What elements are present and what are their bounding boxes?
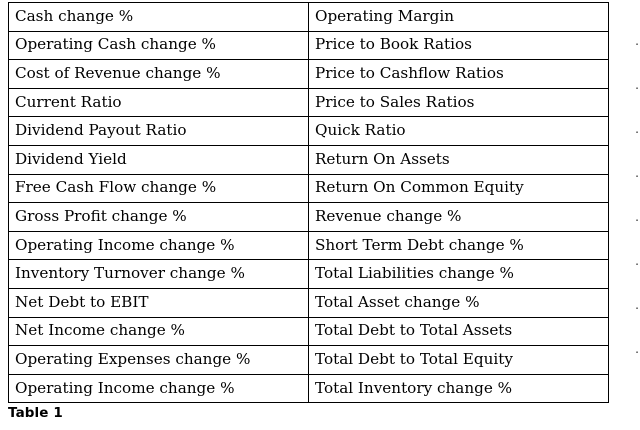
edge-fragment: . [635,166,639,180]
table-cell-left: Current Ratio [9,88,309,117]
table-row [9,374,609,403]
table-cell-left: Cash change % [9,3,309,32]
edge-fragment: . [635,34,639,48]
table-cell-right: Total Debt to Total Assets [309,317,609,346]
table-row [9,31,609,60]
table-row [9,117,609,146]
edge-fragment: . [635,78,639,92]
table-cell-right: Revenue change % [309,203,609,232]
table-row [9,260,609,289]
table-row [9,88,609,117]
table-cell-left: Dividend Yield [9,145,309,174]
table-cell-right: Total Asset change % [309,288,609,317]
table-row [9,346,609,375]
metrics-table [8,2,609,403]
table-row [9,174,609,203]
table-cell-left: Net Income change % [9,317,309,346]
metrics-table-body [9,3,609,403]
table-cell-left: Cost of Revenue change % [9,60,309,89]
table-row [9,145,609,174]
table-caption: Table 1 [8,405,63,421]
table-cell-left: Free Cash Flow change % [9,174,309,203]
table-cell-right: Price to Cashflow Ratios [309,60,609,89]
table-cell-right: Return On Assets [309,145,609,174]
page-edge-fragments [622,0,640,430]
table-cell-left: Operating Income change % [9,231,309,260]
table-cell-right: Total Inventory change % [309,374,609,403]
table-row [9,203,609,232]
table-cell-right: Short Term Debt change % [309,231,609,260]
table-cell-right: Operating Margin [309,3,609,32]
table-cell-right: Total Liabilities change % [309,260,609,289]
table-cell-right: Return On Common Equity [309,174,609,203]
table-cell-left: Inventory Turnover change % [9,260,309,289]
table-cell-left: Operating Cash change % [9,31,309,60]
table-cell-left: Net Debt to EBIT [9,288,309,317]
edge-fragment: . [635,122,639,136]
table-cell-right: Price to Book Ratios [309,31,609,60]
edge-fragment: . [635,298,639,312]
table-row [9,3,609,32]
table-cell-left: Operating Expenses change % [9,346,309,375]
table-row [9,317,609,346]
table-cell-right: Quick Ratio [309,117,609,146]
edge-fragment: . [635,342,639,356]
table-cell-right: Total Debt to Total Equity [309,346,609,375]
table-row [9,288,609,317]
table-row [9,60,609,89]
edge-fragment: . [635,210,639,224]
table-cell-right: Price to Sales Ratios [309,88,609,117]
table-cell-left: Gross Profit change % [9,203,309,232]
table-row [9,231,609,260]
table-cell-left: Dividend Payout Ratio [9,117,309,146]
table-cell-left: Operating Income change % [9,374,309,403]
edge-fragment: . [635,254,639,268]
